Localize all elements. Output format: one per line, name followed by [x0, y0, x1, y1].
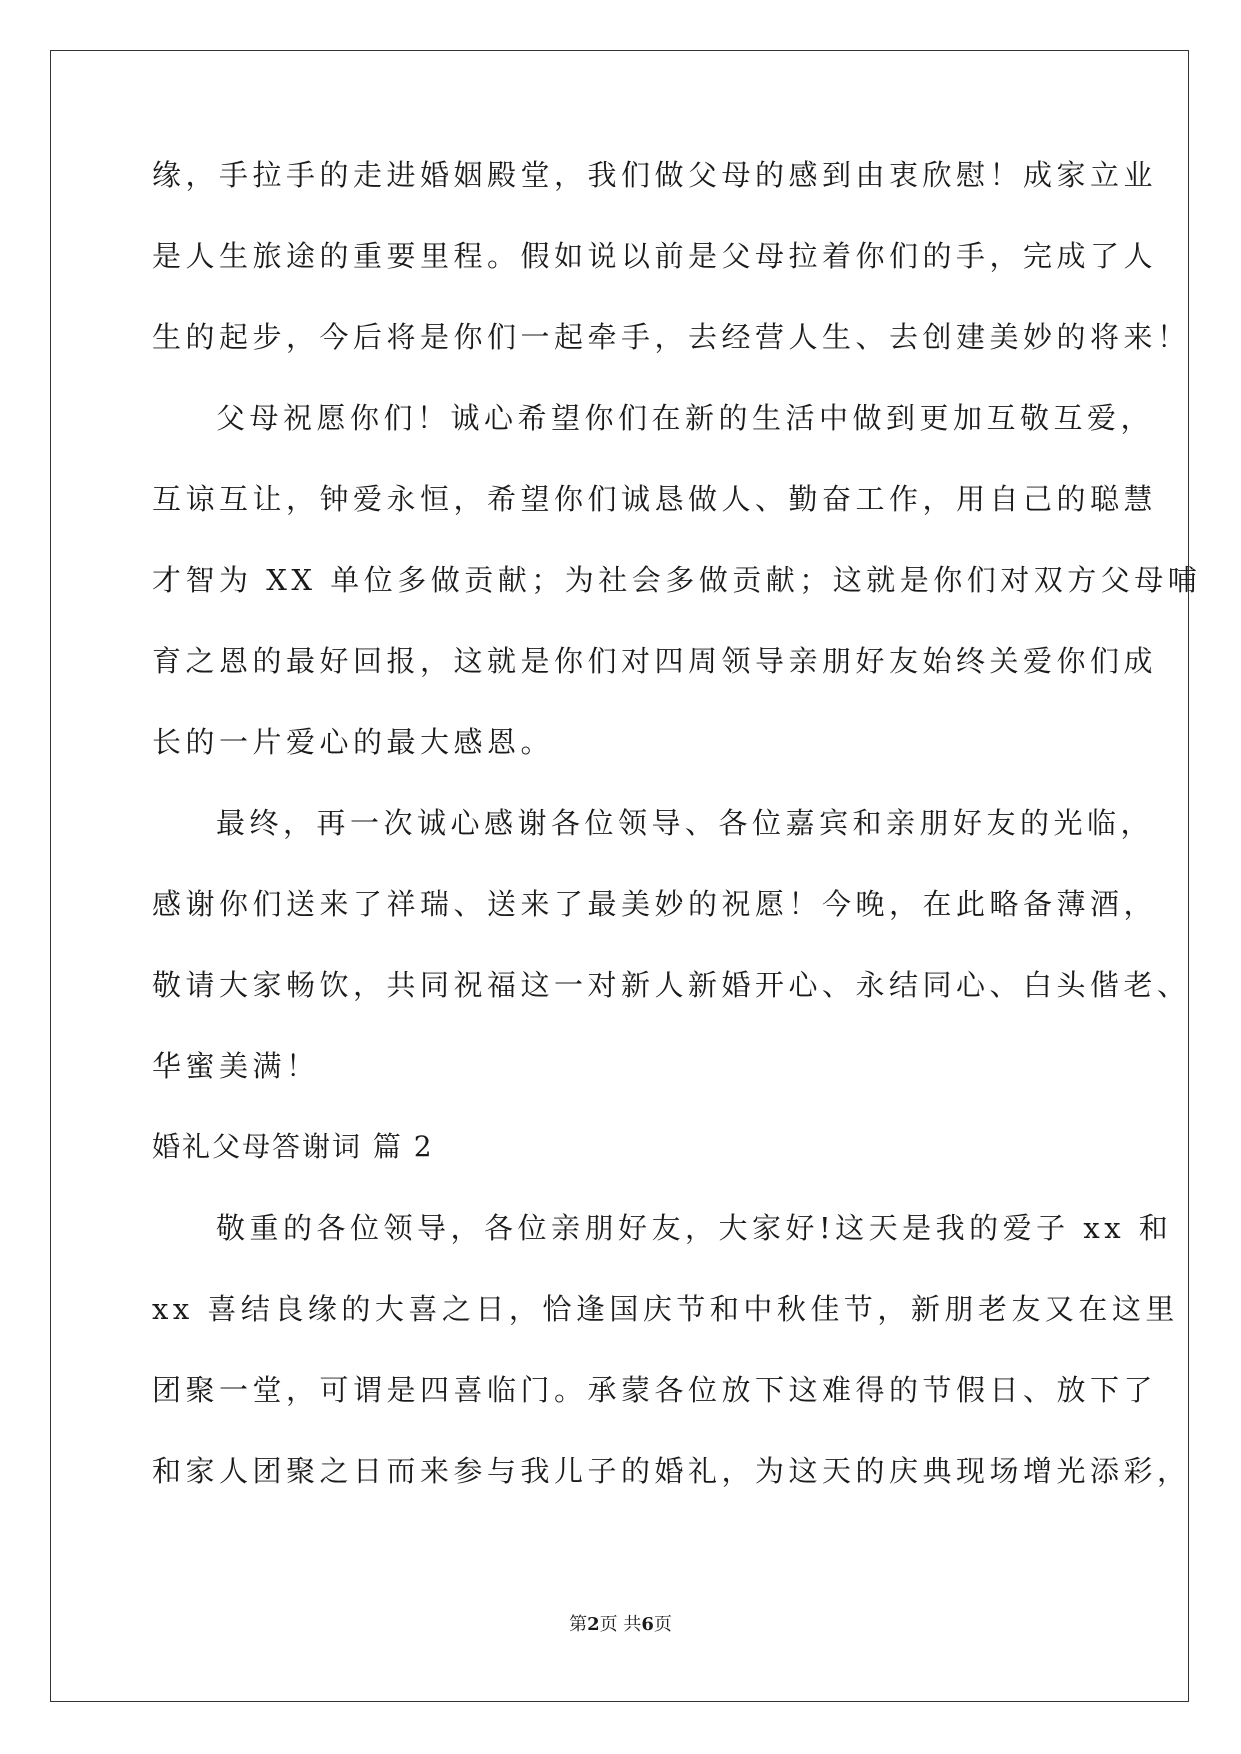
- body-line: 最终，再一次诚心感谢各位领导、各位嘉宾和亲朋好友的光临，: [216, 806, 1155, 840]
- body-line: 团聚一堂，可谓是四喜临门。承蒙各位放下这难得的节假日、放下了: [152, 1373, 1158, 1407]
- body-line: 生的起步，今后将是你们一起牵手，去经营人生、去创建美妙的将来！: [152, 320, 1191, 354]
- body-line: 才智为 XX 单位多做贡献；为社会多做贡献；这就是你们对双方父母哺: [152, 563, 1202, 597]
- body-line: 敬请大家畅饮，共同祝福这一对新人新婚开心、永结同心、白头偕老、: [152, 968, 1191, 1002]
- body-line: 华蜜美满！: [152, 1049, 320, 1083]
- body-line: 父母祝愿你们！诚心希望你们在新的生活中做到更加互敬互爱，: [216, 401, 1155, 435]
- footer-prefix: 第: [569, 1614, 588, 1635]
- page-number-footer: [0, 1610, 1241, 1636]
- body-line: 缘，手拉手的走进婚姻殿堂，我们做父母的感到由衷欣慰！成家立业: [152, 158, 1158, 192]
- total-page-number: 6: [641, 1614, 654, 1635]
- body-line: 互谅互让，钟爱永恒，希望你们诚恳做人、勤奋工作，用自己的聪慧: [152, 482, 1158, 516]
- body-line: 育之恩的最好回报，这就是你们对四周领导亲朋好友始终关爱你们成: [152, 644, 1158, 678]
- body-line: 长的一片爱心的最大感恩。: [152, 725, 555, 759]
- section-heading: 婚礼父母答谢词 篇 2: [152, 1130, 434, 1163]
- footer-suffix: 页: [653, 1614, 672, 1635]
- body-line: xx 喜结良缘的大喜之日，恰逢国庆节和中秋佳节，新朋老友又在这里: [152, 1292, 1179, 1326]
- body-line: 敬重的各位领导，各位亲朋好友，大家好!这天是我的爱子 xx 和: [216, 1211, 1173, 1245]
- body-line: 和家人团聚之日而来参与我儿子的婚礼，为这天的庆典现场增光添彩，: [152, 1454, 1191, 1488]
- current-page-number: 2: [587, 1614, 600, 1635]
- footer-middle: 页 共: [599, 1614, 642, 1635]
- document-body: [152, 158, 1202, 1537]
- body-line: 是人生旅途的重要里程。假如说以前是父母拉着你们的手，完成了人: [152, 239, 1158, 273]
- body-line: 感谢你们送来了祥瑞、送来了最美妙的祝愿！今晚，在此略备薄酒，: [152, 887, 1158, 921]
